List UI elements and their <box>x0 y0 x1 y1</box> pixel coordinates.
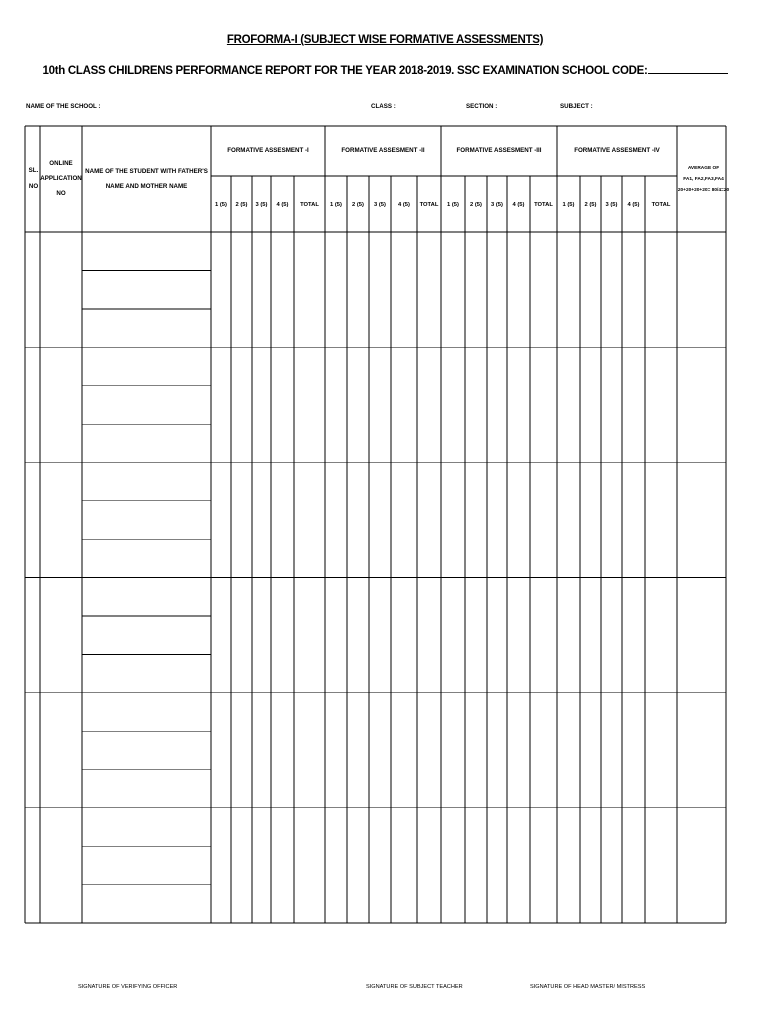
fa-sub-column-header: 1 (5) <box>447 202 459 208</box>
fa-sub-column-header: 2 (5) <box>352 202 364 208</box>
fa-sub-column-header: 3 (5) <box>605 202 618 208</box>
fa-sub-column-header: 1 (5) <box>562 202 575 208</box>
fa-sub-column-header: 3 (5) <box>491 202 503 208</box>
fa-sub-column-header: TOTAL <box>419 202 439 208</box>
fa-group-header: FORMATIVE ASSESMENT -III <box>456 147 542 154</box>
fa-sub-column-header: 3 (5) <box>255 202 268 208</box>
verifying-officer-signature: SIGNATURE OF VERIFYING OFFICER <box>78 984 178 990</box>
school-name-label: NAME OF THE SCHOOL : <box>26 103 101 110</box>
fa-sub-column-header: 4 (5) <box>398 202 410 208</box>
fa-sub-column-header: 3 (5) <box>374 202 386 208</box>
fa-sub-column-header: 2 (5) <box>584 202 597 208</box>
report-subtitle-text: 10th CLASS CHILDRENS PERFORMANCE REPORT FOR THE YEAR 2018-2019. SSC EXAMINATION SCHOOL CODE: <box>42 65 648 77</box>
class-label: CLASS : <box>371 103 396 110</box>
fa-sub-column-header: TOTAL <box>534 202 553 208</box>
fa-sub-column-header: 2 (5) <box>470 202 482 208</box>
average-header: 20+20+20+20= 80/4=20 <box>677 188 730 193</box>
online-application-header: APPLICATION <box>40 175 82 182</box>
fa-group-header: FORMATIVE ASSESMENT -I <box>227 147 309 154</box>
online-application-header: NO <box>56 190 66 197</box>
student-name-header: NAME OF THE STUDENT WITH FATHER'S <box>85 168 208 175</box>
sl-no-header: NO <box>28 183 39 190</box>
head-master-signature: SIGNATURE OF HEAD MASTER/ MISTRESS <box>530 984 646 990</box>
fa-sub-column-header: 4 (5) <box>512 202 525 208</box>
average-header: AVERAGE OF <box>687 166 720 171</box>
fa-sub-column-header: 2 (5) <box>235 202 248 208</box>
form-title: FROFORMA-I (SUBJECT WISE FORMATIVE ASSESSMENTS) <box>226 34 544 46</box>
fa-sub-column-header: 4 (5) <box>627 202 640 208</box>
section-label: SECTION : <box>466 103 498 110</box>
fa-sub-column-header: 1 (5) <box>330 202 342 208</box>
online-application-header: ONLINE <box>49 160 73 167</box>
average-header: FA1, FA2,FA3,FA4 <box>683 177 724 182</box>
sl-no-header: SL. <box>28 167 39 174</box>
subject-teacher-signature: SIGNATURE OF SUBJECT TEACHER <box>366 984 463 990</box>
fa-sub-column-header: TOTAL <box>300 202 319 208</box>
student-name-header: NAME AND MOTHER NAME <box>105 183 188 190</box>
fa-group-header: FORMATIVE ASSESMENT -IV <box>574 147 660 154</box>
fa-sub-column-header: 4 (5) <box>276 202 289 208</box>
subject-label: SUBJECT : <box>560 103 593 110</box>
fa-sub-column-header: 1 (5) <box>215 202 227 208</box>
fa-sub-column-header: TOTAL <box>651 202 671 208</box>
fa-group-header: FORMATIVE ASSESMENT -II <box>341 147 425 154</box>
